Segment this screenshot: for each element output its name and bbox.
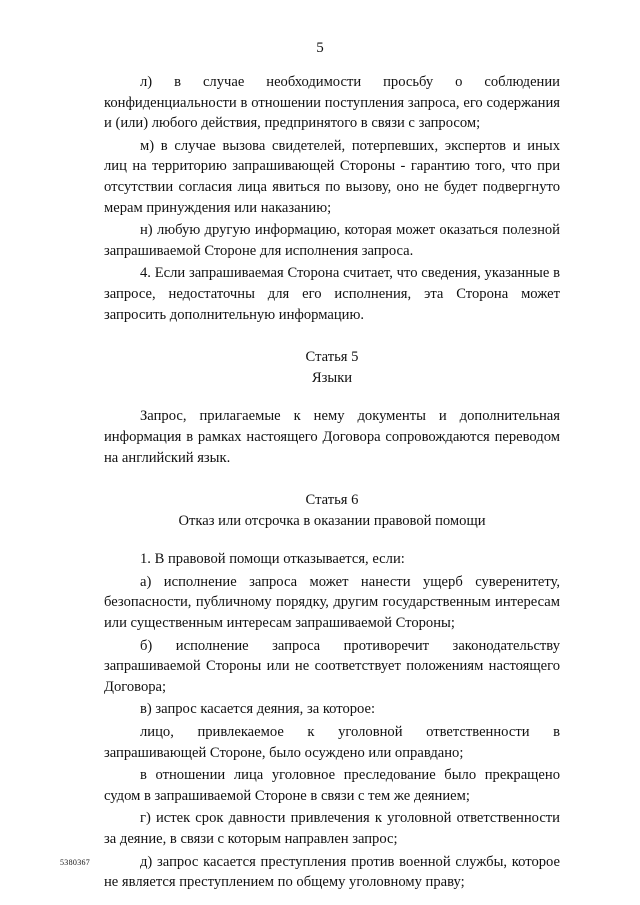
article-6-item-v-sub-1: лицо, привлекаемое к уголовной ответственности в запрашивающей Стороне, было осуждено или оправдано; xyxy=(104,724,560,761)
article-5-heading xyxy=(104,347,560,388)
article-6-item-v: в) запрос касается деяния, за которое: xyxy=(140,701,376,718)
article-5-text: Запрос, прилагаемые к нему документы и дополнительная информация в рамках настоящего Договора сопровождаются переводом на английский язык. xyxy=(104,408,560,466)
article-6-item-b: б) исполнение запроса противоречит законодательству запрашиваемой Стороны или не соответствует положениям настоящего Договора; xyxy=(104,637,560,695)
article-5-number: Статья 5 xyxy=(305,349,359,366)
article-6-item-g: г) истек срок давности привлечения к уголовной ответственности за деяние, в связи с которым направлен запрос; xyxy=(104,810,560,847)
article-6-item-d: д) запрос касается преступления против военной службы, которое не является преступлением по общему уголовному праву; xyxy=(104,853,560,891)
article-5-title: Языки xyxy=(311,369,353,386)
footer-code: 5380367 xyxy=(60,858,91,867)
article-6-clause-1: 1. В правовой помощи отказывается, если: xyxy=(140,551,405,568)
article-6-item-v-sub-2: в отношении лица уголовное преследование было прекращено судом в запрашиваемой Стороне в связи с тем же деянием; xyxy=(104,767,560,804)
item-m: м) в случае вызова свидетелей, потерпевших, экспертов и иных лиц на территорию запрашивающей Стороны - гарантию того, что при отсутствии согласия лица явиться по вызову, оно не будет подвергнуто мерам принуждения или наказанию; xyxy=(104,137,560,216)
item-n: н) любую другую информацию, которая может оказаться полезной запрашиваемой Стороне для исполнения запроса. xyxy=(104,222,560,259)
article-6-title: Отказ или отсрочка в оказании правовой помощи xyxy=(178,512,486,529)
article-6-heading xyxy=(104,490,560,531)
page-number: 5 xyxy=(316,40,324,56)
document-body xyxy=(104,72,560,895)
article-6-item-a: а) исполнение запроса может нанести ущерб суверенитету, безопасности, публичному порядку, другим государственным интересам или существенным интересам запрашиваемой Стороны; xyxy=(104,573,560,632)
item-l: л) в случае необходимости просьбу о соблюдении конфиденциальности в отношении поступления запроса, его содержания и (или) любого действия, предпринятого в связи с запросом; xyxy=(104,74,560,132)
article-6-number: Статья 6 xyxy=(305,492,359,509)
paragraph-4: 4. Если запрашиваемая Сторона считает, что сведения, указанные в запросе, недостаточны для его исполнения, эта Сторона может запросить дополнительную информацию. xyxy=(104,265,560,323)
